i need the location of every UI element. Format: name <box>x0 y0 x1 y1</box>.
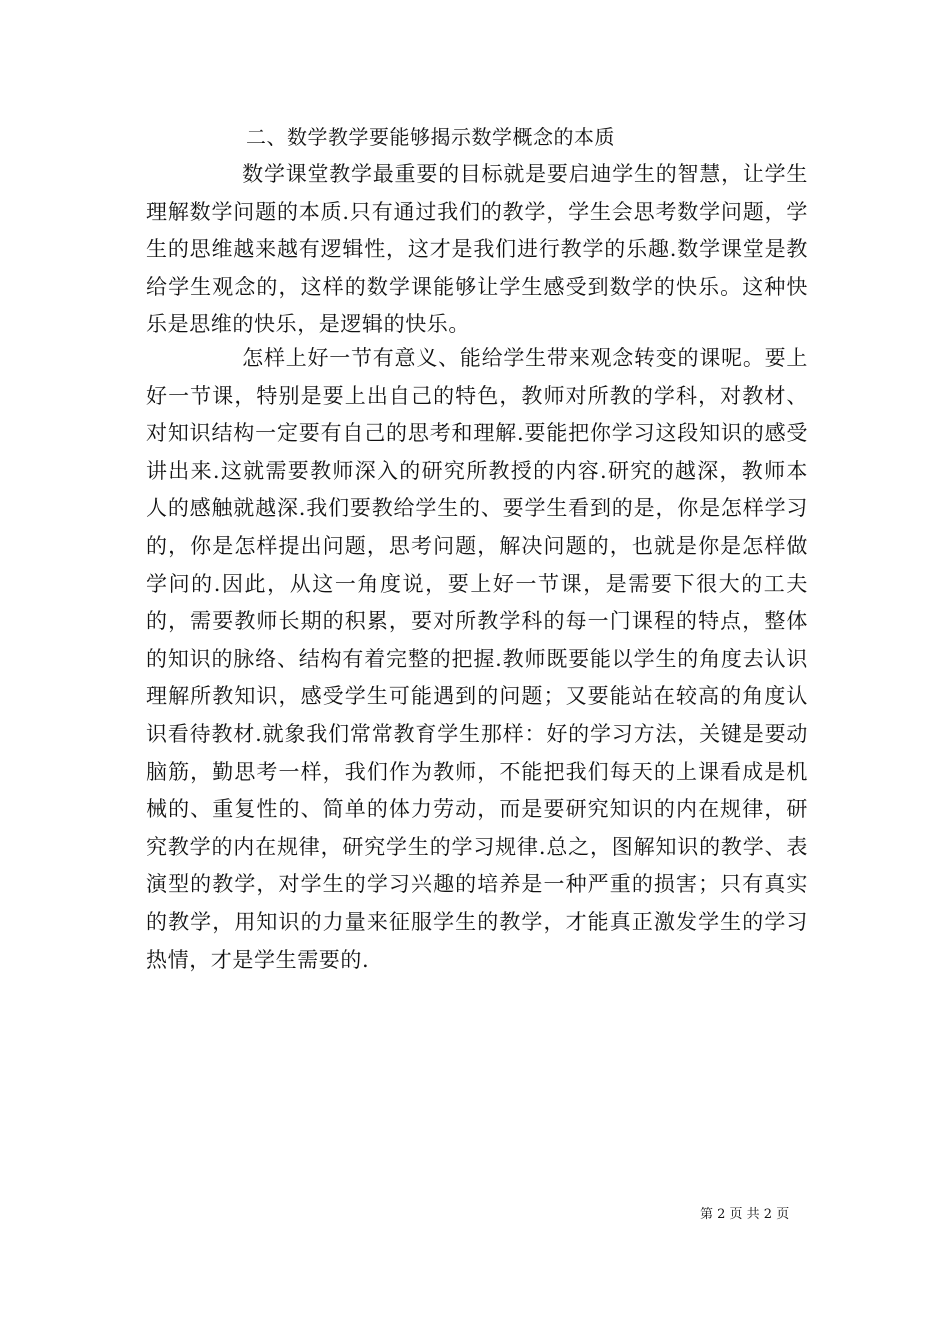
paragraph-2-text: 怎样上好一节有意义、能给学生带来观念转变的课呢。要上好一节课，特别是要上出自己的特色，教师对所教的学科，对教材、对知识结构一定要有自己的思考和理解.要能把你学习这段知识的感受讲出来.这就需要教师深入的研究所教授的内容.研究的越深，教师本人的感触就越深.我们要教给学生的、要学生看到的是，你是怎样学习的，你是怎样提出问题，思考问题，解决问题的，也就是你是怎样做学问的.因此，从这一角度说，要上好一节课，是需要下很大的工夫的，需要教师长期的积累，要对所教学科的每一门课程的特点，整体的知识的脉络、结构有着完整的把握.教师既要能以学生的角度去认识理解所教知识，感受学生可能遇到的问题；又要能站在较高的角度认识看待教材.就象我们常常教育学生那样：好的学习方法，关键是要动脑筋，勤思考一样，我们作为教师，不能把我们每天的上课看成是机械的、重复性的、简单的体力劳动，而是要研究知识的内在规律，研究教学的内在规律，研究学生的学习规律.总之，图解知识的教学、表演型的教学，对学生的学习兴趣的培养是一种严重的损害；只有真实的教学，用知识的力量来征服学生的教学，才能真正激发学生的学习热情，才是学生需要的. <box>146 346 808 972</box>
section-heading: 二、数学教学要能够揭示数学概念的本质 <box>246 125 615 149</box>
paragraph-1 <box>146 156 808 344</box>
page-number-footer: 第 2 页 共 2 页 <box>700 1207 790 1222</box>
paragraph-2 <box>146 340 808 979</box>
paragraph-1-text: 数学课堂教学最重要的目标就是要启迪学生的智慧，让学生理解数学问题的本质.只有通过我们的教学，学生会思考数学问题，学生的思维越来越有逻辑性，这才是我们进行教学的乐趣.数学课堂是教给学生观念的，这样的数学课能够让学生感受到数学的快乐。这种快乐是思维的快乐，是逻辑的快乐。 <box>146 162 808 337</box>
